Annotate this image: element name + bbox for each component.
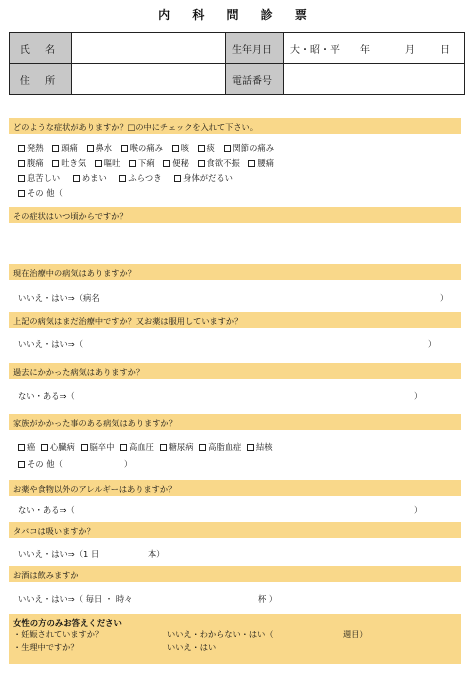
family-history-other-close: ） bbox=[124, 459, 133, 469]
period-question: ・生理中ですか？ bbox=[13, 642, 79, 652]
symptoms-question: どのような症状がありますか？□の中にチェックを入れて下さい。 bbox=[9, 118, 461, 134]
treatment-close: ） bbox=[428, 339, 437, 349]
past-illness-close: ） bbox=[414, 391, 423, 401]
symptom-option[interactable]: 鼻水 bbox=[87, 142, 113, 154]
checkbox[interactable] bbox=[73, 175, 80, 182]
checkbox[interactable] bbox=[18, 444, 25, 451]
symptom-option[interactable]: めまい bbox=[73, 172, 107, 184]
name-field[interactable] bbox=[72, 33, 226, 64]
symptom-option[interactable]: 痰 bbox=[198, 142, 215, 154]
checkbox[interactable] bbox=[121, 145, 128, 152]
past-illness-question: 過去にかかった病気はありますか？ bbox=[9, 363, 461, 379]
symptom-option[interactable]: 便秘 bbox=[163, 157, 189, 169]
pregnancy-question: ・妊娠されていますか？ bbox=[13, 629, 104, 639]
symptom-option[interactable]: 腹痛 bbox=[18, 157, 44, 169]
current-illness-close: ） bbox=[440, 293, 449, 303]
checkbox[interactable] bbox=[18, 145, 25, 152]
checkbox[interactable] bbox=[41, 444, 48, 451]
drinking-answer[interactable]: いいえ・はい⇒（ 毎日 ・ 時々 bbox=[18, 594, 133, 604]
checkbox[interactable] bbox=[248, 160, 255, 167]
family-option[interactable]: 脳卒中 bbox=[81, 441, 115, 453]
page-title: 内 科 問 診 票 bbox=[158, 8, 316, 22]
drinking-question: お酒は飲みますか bbox=[9, 566, 461, 582]
phone-field[interactable] bbox=[284, 64, 465, 95]
women-heading: 女性の方のみお答えください bbox=[13, 618, 122, 628]
symptoms-row-2 bbox=[18, 157, 280, 169]
checkbox[interactable] bbox=[18, 190, 25, 197]
checkbox[interactable] bbox=[120, 444, 127, 451]
dob-day: 日 bbox=[440, 44, 450, 56]
smoking-question: タバコは吸いますか？ bbox=[9, 522, 461, 538]
symptom-option[interactable]: 腰痛 bbox=[248, 157, 274, 169]
symptom-option[interactable]: 咳 bbox=[172, 142, 189, 154]
symptom-option[interactable]: 吐き気 bbox=[52, 157, 86, 169]
family-history-question: 家族がかかった事のある病気はありますか？ bbox=[9, 414, 461, 430]
smoking-answer[interactable]: いいえ・はい⇒（1 日 bbox=[18, 549, 100, 559]
checkbox[interactable] bbox=[52, 145, 59, 152]
drinking-unit: 杯 ） bbox=[258, 594, 278, 604]
checkbox[interactable] bbox=[198, 160, 205, 167]
checkbox[interactable] bbox=[224, 145, 231, 152]
checkbox[interactable] bbox=[160, 444, 167, 451]
pregnancy-unit: 週目） bbox=[343, 629, 368, 639]
checkbox[interactable] bbox=[174, 175, 181, 182]
checkbox[interactable] bbox=[119, 175, 126, 182]
symptom-option[interactable]: ふらつき bbox=[119, 172, 161, 184]
women-section bbox=[9, 614, 461, 664]
period-answer[interactable]: いいえ・はい bbox=[167, 642, 217, 652]
checkbox[interactable] bbox=[87, 145, 94, 152]
dob-year: 年 bbox=[360, 44, 370, 56]
symptom-option[interactable]: 嘔吐 bbox=[95, 157, 121, 169]
current-illness-question: 現在治療中の病気はありますか？ bbox=[9, 264, 461, 280]
smoking-unit: 本） bbox=[148, 549, 165, 559]
checkbox[interactable] bbox=[18, 160, 25, 167]
checkbox[interactable] bbox=[129, 160, 136, 167]
dob-era: 大・昭・平 bbox=[290, 44, 340, 56]
symptom-option[interactable]: 関節の痛み bbox=[224, 142, 275, 154]
symptom-option[interactable]: 頭痛 bbox=[52, 142, 78, 154]
name-label: 氏 名 bbox=[10, 33, 72, 64]
family-option[interactable]: 結核 bbox=[247, 441, 273, 453]
checkbox[interactable] bbox=[163, 160, 170, 167]
family-option[interactable]: 高脂血症 bbox=[199, 441, 241, 453]
checkbox[interactable] bbox=[199, 444, 206, 451]
checkbox[interactable] bbox=[247, 444, 254, 451]
onset-question: その症状はいつ頃からですか？ bbox=[9, 207, 461, 223]
checkbox[interactable] bbox=[172, 145, 179, 152]
family-option[interactable]: 糖尿病 bbox=[160, 441, 194, 453]
checkbox[interactable] bbox=[18, 175, 25, 182]
allergy-answer[interactable]: ない・ある⇒（ bbox=[18, 505, 75, 515]
period-row bbox=[13, 642, 457, 655]
treatment-question: 上記の病気はまだ治療中ですか？又お薬は服用していますか？ bbox=[9, 312, 461, 328]
pregnancy-answer[interactable]: いいえ・わからない・はい（ bbox=[167, 629, 274, 639]
family-option[interactable]: 高血圧 bbox=[120, 441, 154, 453]
patient-info-table bbox=[9, 32, 465, 95]
checkbox[interactable] bbox=[18, 461, 25, 468]
checkbox[interactable] bbox=[95, 160, 102, 167]
family-option[interactable]: 癌 bbox=[18, 441, 35, 453]
pregnancy-row bbox=[13, 629, 457, 642]
symptoms-row-3 bbox=[18, 172, 239, 184]
allergy-question: お薬や食物以外のアレルギーはありますか？ bbox=[9, 480, 461, 496]
past-illness-answer[interactable]: ない・ある⇒（ bbox=[18, 391, 75, 401]
family-history-other[interactable]: その 他（ bbox=[18, 458, 63, 470]
symptom-option[interactable]: 発熱 bbox=[18, 142, 44, 154]
symptoms-other[interactable]: その 他（ bbox=[18, 187, 63, 199]
symptom-option[interactable]: 息苦しい bbox=[18, 172, 60, 184]
current-illness-answer[interactable]: いいえ・はい⇒（病名 bbox=[18, 293, 100, 303]
dob-field[interactable] bbox=[284, 33, 465, 64]
family-history-items bbox=[18, 441, 276, 453]
symptoms-row-1 bbox=[18, 142, 280, 154]
address-label: 住 所 bbox=[10, 64, 72, 95]
symptom-option[interactable]: 下痢 bbox=[129, 157, 155, 169]
symptom-option[interactable]: 喉の痛み bbox=[121, 142, 163, 154]
symptom-option[interactable]: 身体がだるい bbox=[174, 172, 233, 184]
family-option[interactable]: 心臓病 bbox=[41, 441, 75, 453]
allergy-close: ） bbox=[414, 505, 423, 515]
checkbox[interactable] bbox=[81, 444, 88, 451]
dob-label: 生年月日 bbox=[226, 33, 284, 64]
address-field[interactable] bbox=[72, 64, 226, 95]
dob-month: 月 bbox=[405, 44, 415, 56]
checkbox[interactable] bbox=[198, 145, 205, 152]
treatment-answer[interactable]: いいえ・はい⇒（ bbox=[18, 339, 84, 349]
symptom-option[interactable]: 食欲不振 bbox=[198, 157, 240, 169]
checkbox[interactable] bbox=[52, 160, 59, 167]
phone-label: 電話番号 bbox=[226, 64, 284, 95]
